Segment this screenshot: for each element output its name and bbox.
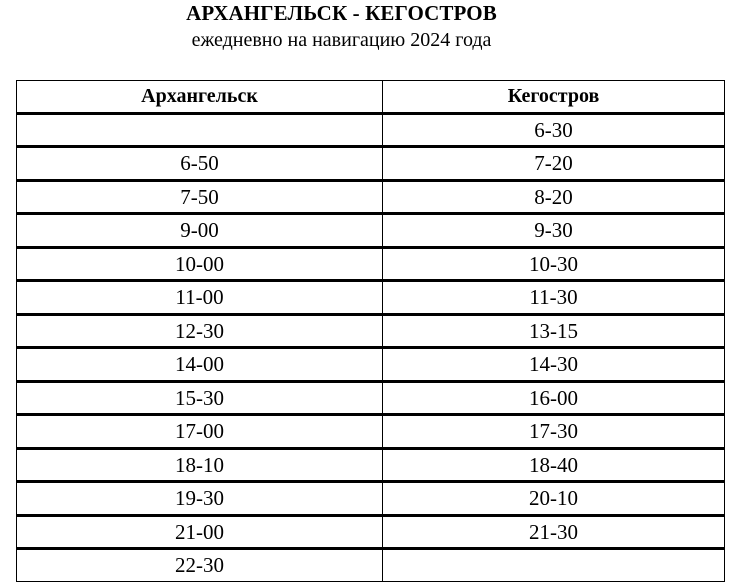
table-row — [17, 549, 725, 582]
departure-arkhangelsk: 14-00 — [17, 348, 383, 382]
table-row — [17, 281, 725, 315]
table-row — [17, 180, 725, 214]
table-row — [17, 214, 725, 248]
page-title: АРХАНГЕЛЬСК - КЕГОСТРОВ — [186, 1, 497, 25]
departure-arkhangelsk: 9-00 — [17, 214, 383, 248]
departure-kegostrov: 10-30 — [383, 247, 725, 281]
table-row — [17, 314, 725, 348]
table-row — [17, 113, 725, 147]
table-header-row — [17, 81, 725, 114]
departure-kegostrov: 16-00 — [383, 381, 725, 415]
departure-arkhangelsk: 21-00 — [17, 515, 383, 549]
departure-arkhangelsk — [17, 113, 383, 147]
departure-arkhangelsk: 15-30 — [17, 381, 383, 415]
table-row — [17, 448, 725, 482]
departure-arkhangelsk: 7-50 — [17, 180, 383, 214]
departure-kegostrov: 13-15 — [383, 314, 725, 348]
departure-kegostrov: 18-40 — [383, 448, 725, 482]
departure-kegostrov: 6-30 — [383, 113, 725, 147]
column-header-kegostrov: Кегостров — [383, 81, 725, 114]
table-row — [17, 247, 725, 281]
departure-kegostrov: 20-10 — [383, 482, 725, 516]
departure-kegostrov — [383, 549, 725, 582]
departure-kegostrov: 17-30 — [383, 415, 725, 449]
departure-kegostrov: 21-30 — [383, 515, 725, 549]
schedule-table — [16, 80, 725, 582]
departure-arkhangelsk: 19-30 — [17, 482, 383, 516]
departure-kegostrov: 8-20 — [383, 180, 725, 214]
departure-arkhangelsk: 22-30 — [17, 549, 383, 582]
table-row — [17, 482, 725, 516]
departure-kegostrov: 7-20 — [383, 147, 725, 181]
departure-kegostrov: 11-30 — [383, 281, 725, 315]
table-row — [17, 515, 725, 549]
table-row — [17, 348, 725, 382]
departure-arkhangelsk: 6-50 — [17, 147, 383, 181]
departure-arkhangelsk: 17-00 — [17, 415, 383, 449]
table-row — [17, 415, 725, 449]
column-header-arkhangelsk: Архангельск — [17, 81, 383, 114]
departure-arkhangelsk: 18-10 — [17, 448, 383, 482]
departure-arkhangelsk: 12-30 — [17, 314, 383, 348]
page-subtitle: ежедневно на навигацию 2024 года — [191, 29, 492, 51]
departure-kegostrov: 9-30 — [383, 214, 725, 248]
table-row — [17, 147, 725, 181]
departure-arkhangelsk: 10-00 — [17, 247, 383, 281]
departure-kegostrov: 14-30 — [383, 348, 725, 382]
departure-arkhangelsk: 11-00 — [17, 281, 383, 315]
table-row — [17, 381, 725, 415]
